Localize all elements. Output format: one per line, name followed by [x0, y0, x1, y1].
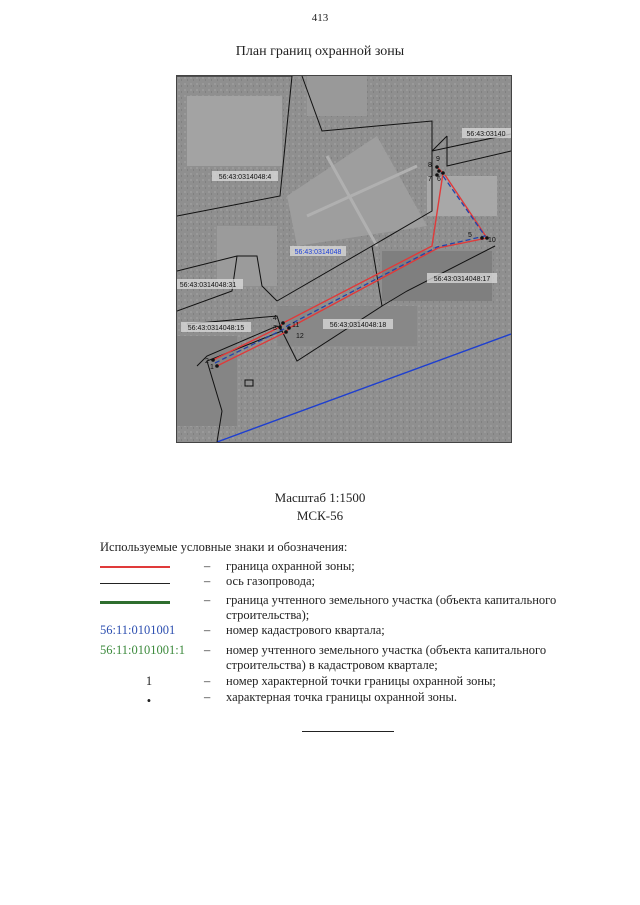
point-label-1: 1	[210, 364, 214, 371]
black-line-symbol	[100, 583, 170, 584]
point-label-6: 6	[437, 176, 441, 183]
point-marker	[435, 165, 439, 169]
point-label-5: 5	[468, 232, 472, 239]
point-label-7: 7	[428, 176, 432, 183]
building-block	[187, 96, 282, 166]
parcel-label-15: 56:43:0314048:15	[187, 325, 245, 332]
legend-symbol: 56:11:0101001	[100, 623, 176, 637]
legend-item-parcel-boundary	[100, 593, 580, 623]
legend-dash: –	[204, 559, 211, 573]
legend-symbol	[100, 593, 198, 608]
point-marker	[284, 330, 288, 334]
scale-text: Масштаб 1:1500	[274, 490, 366, 505]
point-marker	[287, 326, 291, 330]
parcel-label-18: 56:43:0314048:18	[329, 322, 387, 329]
legend-description: ось газопровода;	[226, 574, 316, 588]
legend-description: номер учтенного земельного участка (объекта капитального строительства) в кадастровом квартале;	[226, 643, 547, 672]
legend-description: номер кадастрового квартала;	[226, 623, 385, 637]
cadastral-quarter-label: 56:43:0314048	[294, 249, 342, 256]
point-label-8: 8	[428, 162, 432, 169]
building-block	[307, 76, 367, 116]
parcel-label-4: 56:43:0314048:4	[218, 174, 272, 181]
legend-dash: –	[204, 643, 211, 657]
crs-text: МСК-56	[296, 508, 344, 523]
legend-dash: –	[204, 690, 211, 704]
parcel-label-140: 56:43:03140	[466, 131, 506, 138]
map-canvas	[177, 76, 511, 442]
legend-symbol: •	[146, 694, 152, 708]
plan-title: План границ охранной зоны	[235, 44, 405, 59]
point-marker	[437, 169, 441, 173]
legend-description: граница охранной зоны;	[226, 559, 355, 573]
separator-line	[302, 731, 394, 732]
point-label-11: 11	[292, 322, 300, 329]
point-marker	[211, 358, 215, 362]
scale-block	[0, 489, 640, 525]
legend-symbol: 1	[145, 674, 153, 688]
legend-dash: –	[204, 623, 211, 637]
parcel-label-31: 56:43:0314048:31	[179, 282, 237, 289]
point-marker	[215, 364, 219, 368]
legend-description: характерная точка границы охранной зоны.	[226, 690, 458, 704]
page-number: 413	[311, 12, 329, 24]
legend-dash: –	[204, 574, 211, 588]
red-line-symbol	[100, 566, 170, 568]
legend-heading: Используемые условные знаки и обозначения:	[100, 540, 348, 554]
point-label-2: 2	[205, 358, 209, 365]
parcel-label-17: 56:43:0314048:17	[433, 276, 491, 283]
aerial-map[interactable]	[176, 75, 512, 443]
point-label-10: 10	[488, 237, 496, 244]
point-marker	[480, 236, 484, 240]
green-line-symbol	[100, 601, 170, 604]
point-label-12: 12	[296, 333, 304, 340]
point-label-4: 4	[273, 315, 277, 322]
point-marker	[441, 171, 445, 175]
legend-description: граница учтенного земельного участка (объекта капитального строительства);	[226, 593, 557, 622]
legend-symbol: 56:11:0101001:1	[100, 643, 185, 657]
legend-item-parcel-number	[100, 643, 580, 673]
point-label-9: 9	[436, 156, 440, 163]
legend-description: номер характерной точки границы охранной зоны;	[226, 674, 496, 688]
point-marker	[278, 325, 282, 329]
point-marker	[281, 321, 285, 325]
building-block	[177, 336, 237, 426]
legend-symbol	[100, 574, 198, 589]
legend-dash: –	[204, 674, 211, 688]
legend-dash: –	[204, 593, 211, 607]
legend-symbol	[100, 559, 198, 574]
point-label-3: 3	[273, 325, 277, 332]
